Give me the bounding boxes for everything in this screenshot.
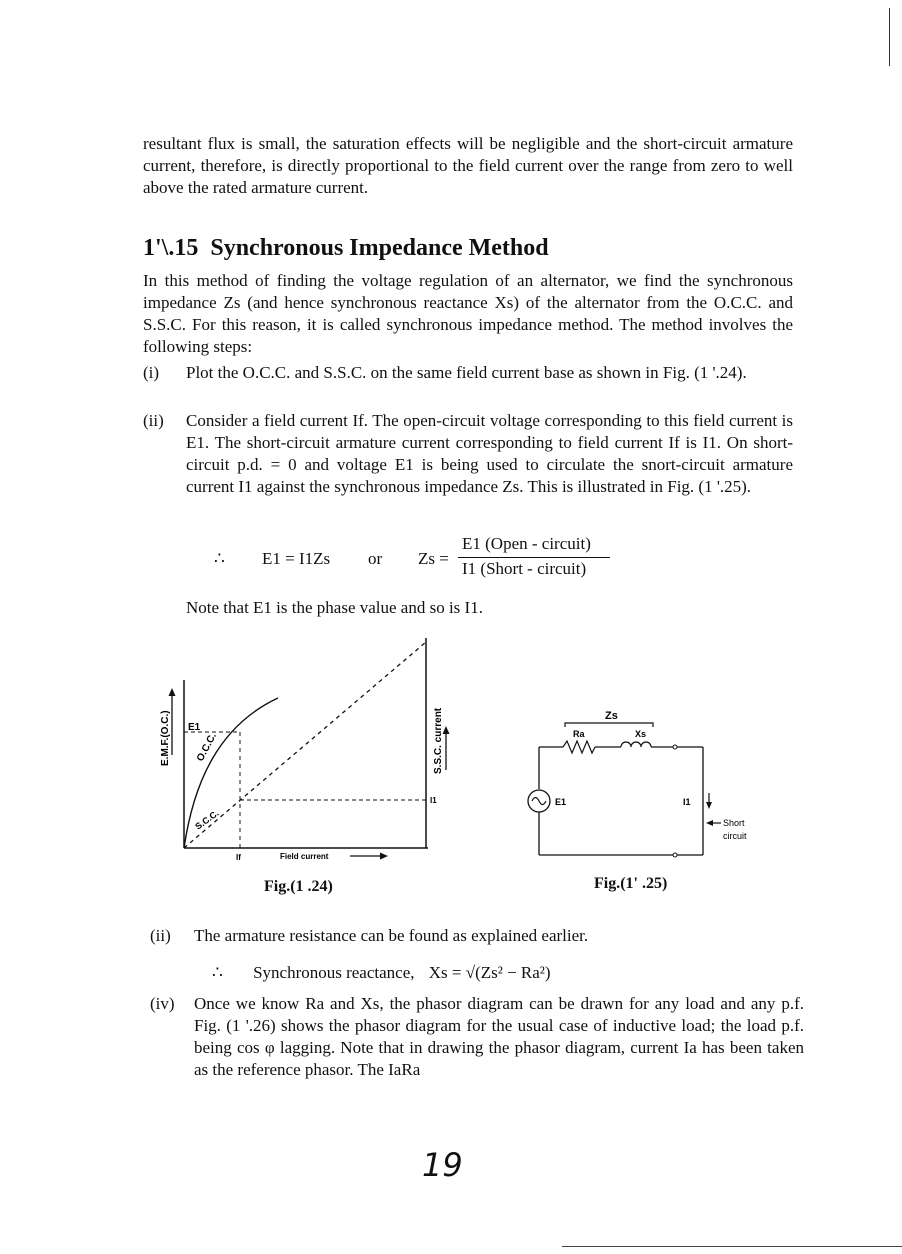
fig-1-25-caption: Fig.(1' .25) [594, 875, 668, 892]
step-3-marker: (ii) [150, 926, 171, 945]
xs-label: Xs [635, 729, 647, 739]
i1-current-label: I1 [683, 797, 691, 807]
scc-line [184, 642, 426, 848]
step-2-text: Consider a field current If. The open-circuit voltage corresponding to this field current is E1. The short-circuit armature current corresponding to field current If is I1. On short-circuit p.d. = 0 and voltage E1 is being used to circulate the snort-circuit armature current I1 against the synchronous impedance Zs. This is illustrated in Fig. (1 '.25). [186, 411, 793, 496]
synchronous-reactance-expr: Xs = √(Zs² − Ra²) [428, 963, 551, 982]
bottom-rule [562, 1246, 902, 1247]
x-arrow-head [380, 853, 388, 860]
fraction-bar [458, 557, 610, 558]
terminal-top [673, 745, 677, 749]
x-axis-label: Field current [280, 852, 329, 861]
section-title: Synchronous Impedance Method [210, 235, 549, 261]
y-axis-label: E.M.F.(O.C.) [160, 710, 171, 766]
equation-1-or: or [368, 549, 383, 568]
section-number: 1'\.15 [143, 235, 199, 261]
s-axis-label: S.S.C. current [433, 707, 444, 774]
step-1-marker: (i) [143, 363, 160, 382]
short-label: Short [723, 818, 745, 828]
fig-1-24-diagram [150, 630, 450, 870]
if-label: If [236, 853, 241, 862]
occ-label: O.C.C. [194, 731, 219, 764]
equation-1-zs: Zs = [418, 549, 449, 568]
page-number: 19 [422, 1146, 463, 1184]
fig-1-24-caption: Fig.(1 .24) [264, 878, 333, 895]
e1-label: E1 [188, 722, 201, 733]
step-1-text: Plot the O.C.C. and S.S.C. on the same field current base as shown in Fig. (1 '.24). [186, 363, 747, 382]
intro-paragraph: resultant flux is small, the saturation effects will be negligible and the short-circuit armature current, therefore, is directly proportional to the field current over the range from zero to well above the rated armature current. [143, 134, 793, 197]
ra-label: Ra [573, 729, 585, 739]
y-arrow-head [169, 688, 176, 696]
section-heading [143, 235, 793, 262]
equation-1-denominator: I1 (Short - circuit) [462, 559, 587, 578]
step-2-marker: (ii) [143, 411, 164, 430]
synchronous-reactance-label: Synchronous reactance, [253, 963, 415, 982]
scc-label: S.C.C. [193, 807, 221, 832]
equation-1-lhs: E1 = I1Zs [262, 549, 331, 568]
i1-label: I1 [430, 796, 437, 805]
fig-1-25-circuit [525, 705, 775, 865]
inductor [621, 742, 651, 747]
zs-bracket [565, 723, 653, 727]
step-4-text: Once we know Ra and Xs, the phasor diagram can be drawn for any load and any p.f. Fig. (1 '.26) shows the phasor diagram for the usual case of inductive load; the load p.f. being cos φ lagging. Note that in drawing the phasor diagram, current Ia has been taken as the reference phasor. The IaRa [194, 994, 804, 1079]
resistor [563, 741, 595, 753]
e1-source-label: E1 [555, 797, 567, 807]
short-pointer-head [706, 820, 713, 826]
therefore-symbol-2: ∴ [212, 963, 223, 982]
circuit-label: circuit [723, 831, 747, 841]
method-intro-paragraph: In this method of finding the voltage regulation of an alternator, we find the synchronous impedance Zs (and hence synchronous reactance Xs) of the alternator from the O.C.C. and S.S.C. For this reason, it is called synchronous impedance method. The method involves the following steps: [143, 271, 793, 356]
step-4-marker: (iv) [150, 994, 175, 1013]
equation-2 [212, 963, 712, 983]
therefore-symbol: ∴ [214, 549, 225, 568]
margin-mark [889, 8, 890, 66]
terminal-bottom [673, 853, 677, 857]
zs-label: Zs [605, 710, 618, 722]
note-text: Note that E1 is the phase value and so is I1. [186, 598, 483, 617]
equation-1-numerator: E1 (Open - circuit) [462, 534, 591, 553]
equation-1 [200, 534, 620, 584]
step-3-text: The armature resistance can be found as explained earlier. [194, 926, 589, 945]
i1-arrow-head [706, 802, 712, 809]
